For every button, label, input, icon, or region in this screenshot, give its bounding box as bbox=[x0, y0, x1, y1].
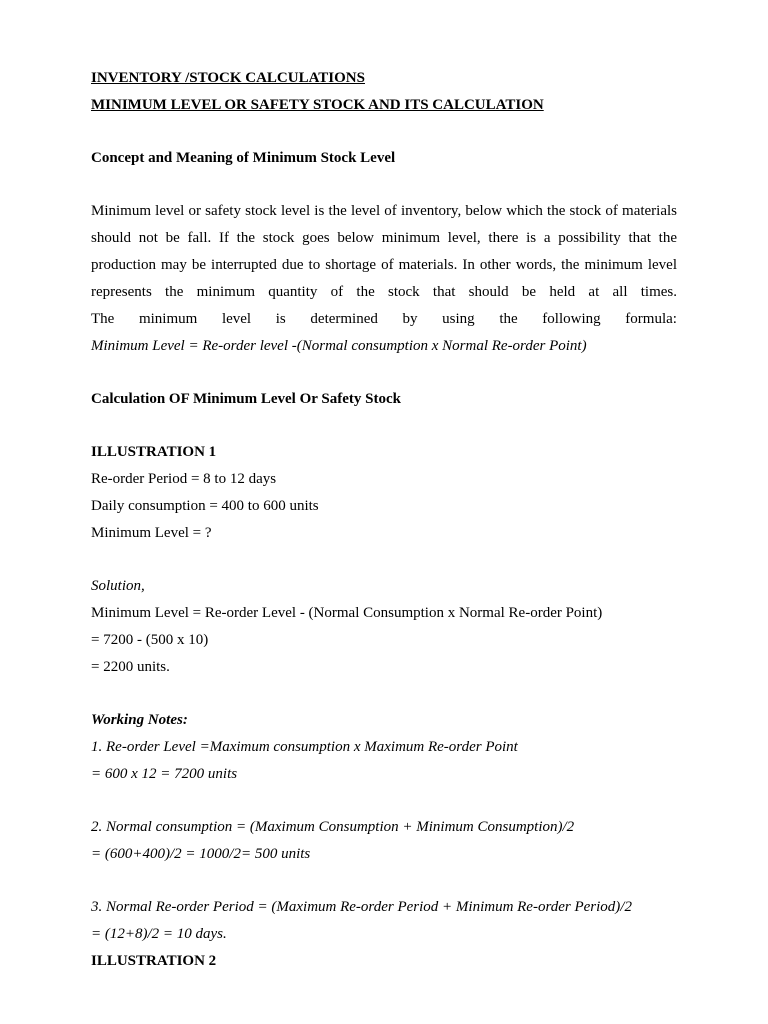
spacer bbox=[91, 174, 677, 200]
formula-intro-word: using bbox=[442, 311, 475, 327]
spacer bbox=[91, 790, 677, 816]
formula-intro-word: is bbox=[275, 311, 286, 327]
working-note-line: = (12+8)/2 = 10 days. bbox=[91, 926, 227, 942]
section-title-calculation: Calculation OF Minimum Level Or Safety Stock bbox=[91, 391, 401, 407]
section-title-concept: Concept and Meaning of Minimum Stock Level bbox=[91, 150, 396, 166]
minimum-level-formula: Minimum Level = Re-order level -(Normal consumption x Normal Re-order Point) bbox=[91, 338, 587, 354]
solution-line: Minimum Level = Re-order Level - (Normal Consumption x Normal Re-order Point) bbox=[91, 605, 603, 621]
illustration-line: Daily consumption = 400 to 600 units bbox=[91, 498, 319, 514]
working-note-line: 2. Normal consumption = (Maximum Consumption + Minimum Consumption)/2 bbox=[91, 819, 575, 835]
illustration-line: Minimum Level = ? bbox=[91, 525, 212, 541]
formula-intro-word: level bbox=[221, 311, 252, 327]
illustration-2-title: ILLUSTRATION 2 bbox=[91, 953, 217, 969]
formula-intro-word: following bbox=[542, 311, 601, 327]
spacer bbox=[91, 870, 677, 896]
document-subheading: MINIMUM LEVEL OR SAFETY STOCK AND ITS CALCULATION bbox=[91, 97, 544, 113]
illustration-1 bbox=[91, 441, 677, 549]
illustration-line: Re-order Period = 8 to 12 days bbox=[91, 471, 277, 487]
paragraph-line: Minimum level or safety stock level is the level of inventory, below which the stock of materials bbox=[91, 203, 677, 219]
working-note-line: 1. Re-order Level =Maximum consumption x Maximum Re-order Point bbox=[91, 739, 518, 755]
formula-intro-word: determined bbox=[310, 311, 378, 327]
solution-block bbox=[91, 575, 677, 683]
working-notes bbox=[91, 709, 677, 950]
document-page bbox=[91, 67, 677, 977]
solution-line: = 7200 - (500 x 10) bbox=[91, 632, 209, 648]
formula-intro-word: minimum bbox=[138, 311, 198, 327]
paragraph-line: should not be fall. If the stock goes below minimum level, there is a possibility that the bbox=[91, 230, 677, 246]
spacer bbox=[91, 683, 677, 709]
spacer bbox=[91, 362, 677, 388]
working-note-line: = (600+400)/2 = 1000/2= 500 units bbox=[91, 846, 311, 862]
illustration-title: ILLUSTRATION 1 bbox=[91, 444, 217, 460]
formula-intro-word: by bbox=[402, 311, 418, 327]
solution-label: Solution, bbox=[91, 578, 145, 594]
formula-intro-word: formula: bbox=[625, 311, 677, 327]
formula-intro-word: the bbox=[499, 311, 518, 327]
spacer bbox=[91, 121, 677, 147]
working-notes-label: Working Notes: bbox=[91, 712, 188, 728]
formula-intro-line bbox=[91, 308, 677, 335]
paragraph-line: represents the minimum quantity of the stock that should be held at all times. bbox=[91, 284, 677, 300]
paragraph-line: production may be interrupted due to shortage of materials. In other words, the minimum level bbox=[91, 257, 677, 273]
document-heading: INVENTORY /STOCK CALCULATIONS bbox=[91, 70, 365, 86]
concept-paragraph bbox=[91, 200, 677, 362]
working-note-line: = 600 x 12 = 7200 units bbox=[91, 766, 238, 782]
solution-line: = 2200 units. bbox=[91, 659, 170, 675]
formula-intro-word: The bbox=[91, 311, 115, 327]
spacer bbox=[91, 415, 677, 441]
spacer bbox=[91, 549, 677, 575]
working-note-line: 3. Normal Re-order Period = (Maximum Re-order Period + Minimum Re-order Period)/2 bbox=[91, 899, 632, 915]
